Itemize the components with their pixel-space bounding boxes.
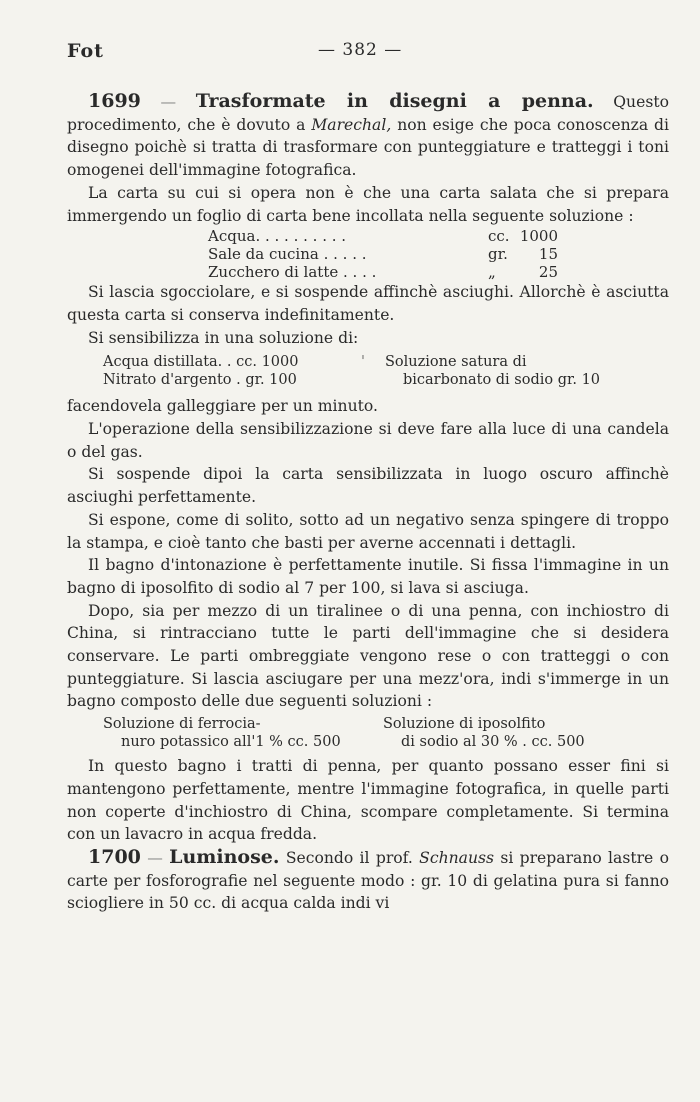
formula-line: Soluzione satura di: [385, 354, 527, 371]
paragraph: Si sospende dipoi la carta sensibilizzata in luogo oscuro affinchè asciughi perfettamente.: [67, 465, 669, 507]
page-header: [0, 40, 700, 64]
formula-right: [383, 715, 585, 751]
paragraph: L'operazione della sensibilizzazione si deve fare alla luce di una candela o del gas.: [67, 420, 669, 461]
ingredient-value: 15: [538, 245, 558, 264]
running-head: Fot: [67, 40, 104, 62]
formula-line: Nitrato d'argento . gr. 100: [103, 372, 297, 389]
entry-text: Secondo il prof.: [285, 848, 413, 867]
page-number: — 382 —: [318, 40, 403, 60]
formula-line: bicarbonato di sodio gr. 10: [403, 372, 601, 389]
entry-text-cont: si preparano lastre o carte per fosforografie nel seguente modo : gr. 10 di gelatina pura si fanno sciogliere in 50 cc. di acqua calda indi vi: [67, 848, 669, 913]
entry-dash: —: [147, 848, 163, 867]
formula-line: nuro potassico all'1 % cc. 500: [121, 734, 341, 751]
ingredient-unit: cc.: [488, 227, 510, 246]
entry-1700: [67, 846, 669, 915]
formula-line: Soluzione di ferrocia-: [103, 716, 261, 733]
formula-line: Soluzione di iposolfito: [383, 716, 546, 733]
paragraph: In questo bagno i tratti di penna, per quanto possano esser fini si mantengono perfettamente, mentre l'immagine fotografica, in quelle parti non coperte d'inchiostro di China, scompare completamente. Si termina con un lavacro in acqua fredda.: [67, 757, 669, 844]
recipe-row: [208, 245, 669, 263]
formula-separator: ': [361, 354, 365, 371]
entry-title: Luminose.: [169, 845, 280, 868]
ingredient-value: 25: [538, 263, 558, 282]
ingredient-name: Sale da cucina . . . . .: [208, 245, 367, 264]
ingredient-unit: gr.: [488, 245, 508, 264]
entry-number: 1700: [88, 845, 141, 868]
author-name: Schnauss: [419, 848, 495, 867]
ingredient-name: Acqua. . . . . . . . . .: [208, 227, 347, 246]
paragraph: facendovela galleggiare per un minuto.: [67, 397, 378, 416]
formula-line: di sodio al 30 % . cc. 500: [401, 734, 585, 751]
author-name: Marechal,: [311, 115, 392, 134]
recipe-row: [208, 227, 669, 245]
paragraph: La carta su cui si opera non è che una carta salata che si prepara immergendo un foglio di carta bene incollata nella seguente soluzione :: [67, 183, 669, 225]
formula-right: [385, 353, 600, 389]
paragraph: Si sensibilizza in una soluzione di:: [88, 328, 359, 347]
recipe-row: [208, 263, 669, 281]
entry-1699-intro: [67, 90, 669, 182]
paragraph: Dopo, sia per mezzo di un tiralinee o di una penna, con inchiostro di China, si rintracciano tutte le parti dell'immagine che si desidera conservare. Le parti ombreggiate vengono rese o con tratteggi o con punteggiature. Si lascia asciugare per una mezz'ora, indi s'immerge in un bagno composto delle due seguenti soluzioni :: [67, 601, 669, 711]
formula-left: [103, 715, 383, 751]
intro-text-cont: non esige che poca conoscenza di disegno poichè si tratta di trasformare con punteggiature e tratteggi i toni omogenei dell'immagine fotografica.: [67, 115, 669, 180]
formula-left: [103, 353, 361, 389]
paragraph: Il bagno d'intonazione è perfettamente inutile. Si fissa l'immagine in un bagno di iposolfito di sodio al 7 per 100, si lava si asciuga.: [67, 556, 669, 597]
paragraph: Si espone, come di solito, sotto ad un negativo senza spingere di troppo la stampa, e cioè tanto che basti per averne accennati i dettagli.: [67, 510, 669, 552]
entry-title: Trasformate in disegni a penna.: [195, 90, 594, 112]
intro-text: Questo procedimento, che è dovuto a: [67, 93, 669, 134]
page-body: [67, 90, 669, 915]
recipe-table: [208, 227, 669, 281]
entry-dash: —: [160, 93, 177, 111]
ingredient-value: 1000: [519, 227, 558, 246]
bath-formula: [67, 715, 669, 751]
formula-line: Acqua distillata. . cc. 1000: [103, 354, 299, 371]
paragraph: Si lascia sgocciolare, e si sospende affinchè asciughi. Allorchè è asciutta questa carta si conserva indefinitamente.: [67, 283, 669, 324]
entry-number: 1699: [88, 90, 141, 112]
sensitizing-formula: [67, 353, 669, 389]
ingredient-name: Zucchero di latte . . . .: [208, 263, 377, 282]
ingredient-unit: „: [488, 263, 496, 282]
